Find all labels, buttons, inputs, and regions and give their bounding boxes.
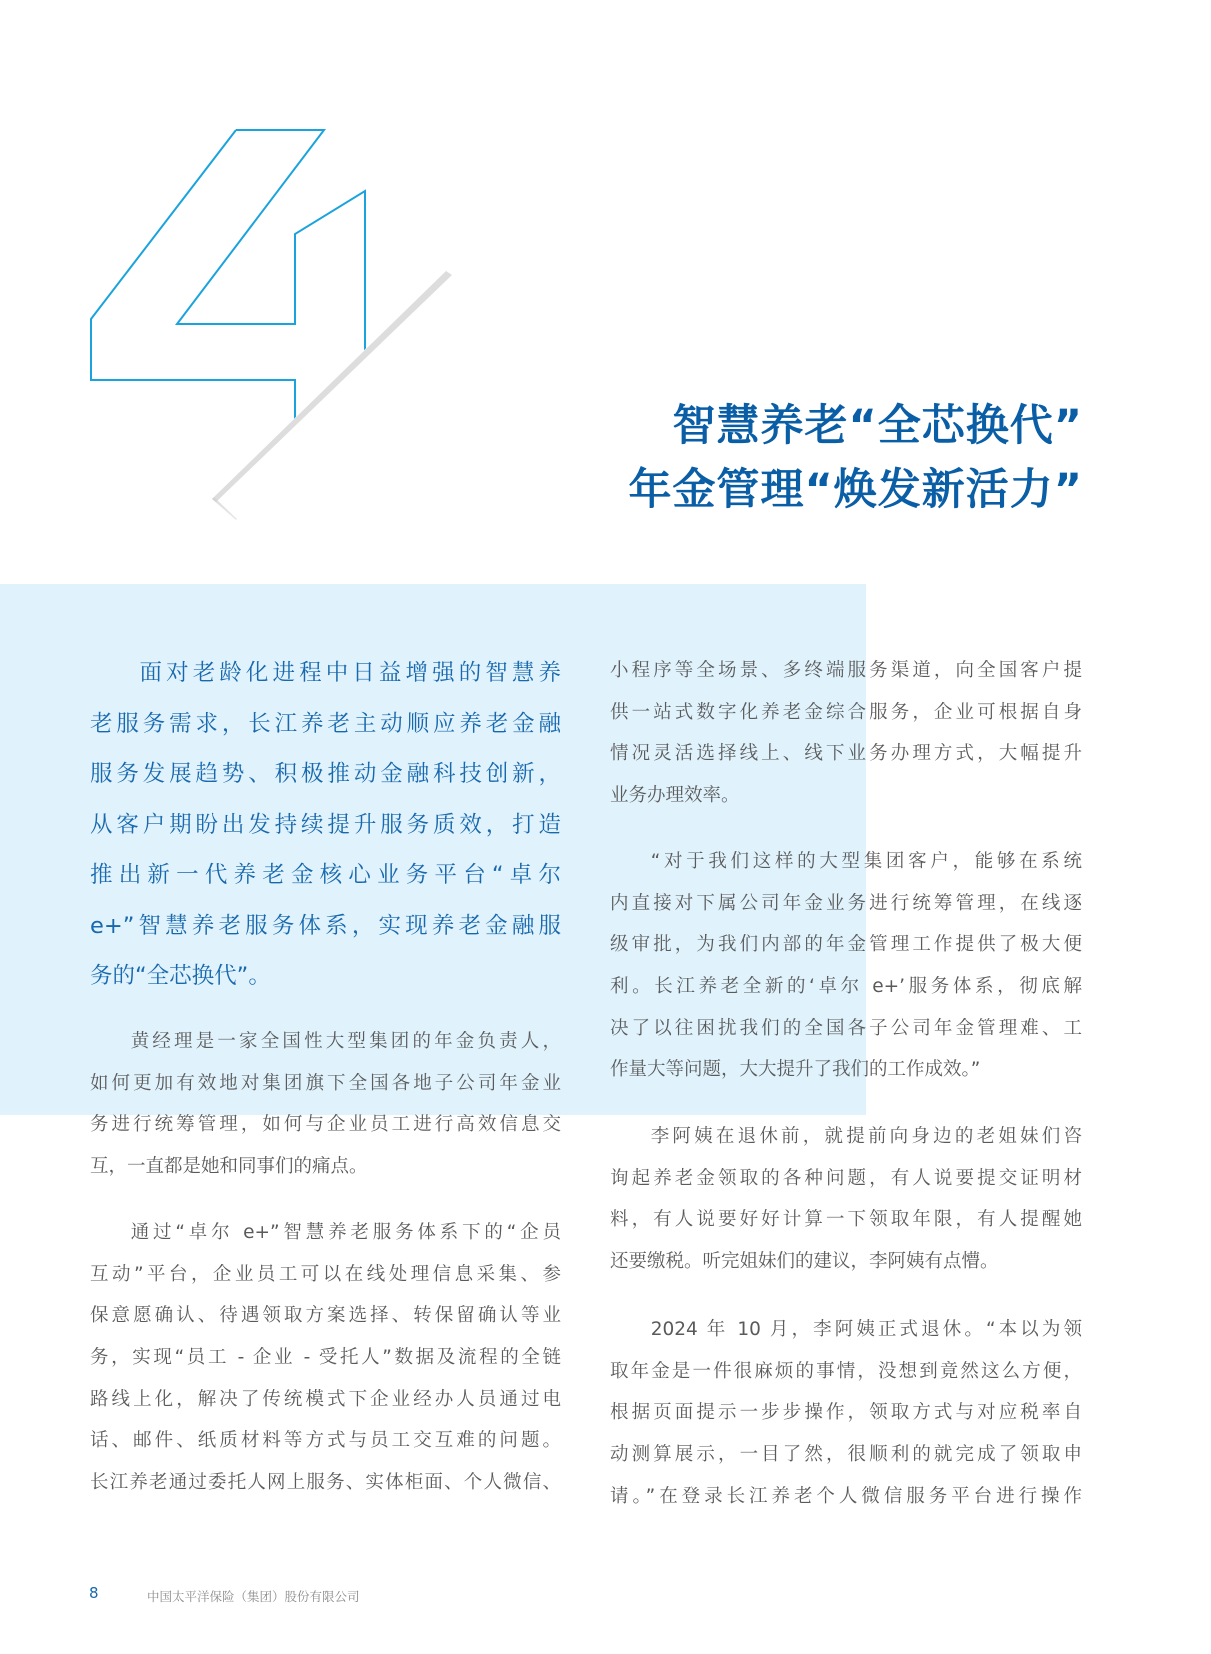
text-line: 料，有人说要好好计算一下领取年限，有人提醒她 [610, 1209, 1082, 1231]
text-line: 黄经理是一家全国性大型集团的年金负责人， [130, 1031, 561, 1052]
text-line: 老服务需求，长江养老主动顺应养老金融 [90, 710, 561, 737]
text-line: 服务发展趋势、积极推动金融科技创新， [90, 761, 561, 787]
text-line: 话、邮件、纸质材料等方式与员工交互难的问题。 [90, 1430, 561, 1452]
text-line: e+”智慧养老服务体系，实现养老金融服 [90, 912, 561, 939]
text-line: 路线上化，解决了传统模式下企业经办人员通过电 [90, 1388, 561, 1410]
footer-company-name: 中国太平洋保险（集团）股份有限公司 [147, 1589, 360, 1604]
text-line: 动测算展示，一目了然，很顺利的就完成了领取申 [610, 1444, 1082, 1466]
text-line: 作量大等问题，大大提升了我们的工作成效。” [610, 1059, 981, 1081]
text-line: 保意愿确认、待遇领取方案选择、转保留确认等业 [90, 1305, 561, 1327]
quote-paragraph [610, 841, 1082, 1091]
text-line: 如何更加有效地对集团旗下全国各地子公司年金业 [90, 1072, 561, 1094]
text-line: 供一站式数字化养老金综合服务，企业可根据自身 [610, 701, 1082, 723]
text-line: 询起养老金领取的各种问题，有人说要提交证明材 [610, 1167, 1082, 1189]
text-line: 还要缴税。听完姐妹们的建议，李阿姨有点懵。 [610, 1251, 999, 1273]
text-line: 请。”在登录长江养老个人微信服务平台进行操作 [610, 1485, 1082, 1507]
text-line: 内直接对下属公司年金业务进行统筹管理，在线逐 [610, 892, 1082, 914]
text-line: 级审批，为我们内部的年金管理工作提供了极大便 [610, 934, 1082, 956]
text-line: 取年金是一件很麻烦的事情，没想到竟然这么方便， [610, 1360, 1082, 1382]
text-line: 情况灵活选择线上、线下业务办理方式，大幅提升 [610, 743, 1082, 765]
text-line: 业务办理效率。 [610, 785, 740, 807]
text-line: 推出新一代养老金核心业务平台“卓尔 [90, 862, 561, 888]
diagonal-mask [214, 268, 520, 520]
text-line: 互，一直都是她和同事们的痛点。 [90, 1156, 368, 1178]
body-paragraph [90, 1212, 561, 1504]
chapter-number-4-graphic [0, 0, 520, 520]
text-line: 互动”平台，企业员工可以在线处理信息采集、参 [90, 1263, 561, 1285]
number-4-outline [91, 130, 365, 430]
text-line: 利。长江养老全新的‘卓尔 e+’服务体系，彻底解 [610, 976, 1082, 998]
text-line: 从客户期盼出发持续提升服务质效，打造 [90, 811, 561, 838]
text-line: 小程序等全场景、多终端服务渠道，向全国客户提 [610, 660, 1082, 681]
text-line: 2024 年 10 月，李阿姨正式退休。“本以为领 [650, 1319, 1082, 1340]
text-line: 通过“卓尔 e+”智慧养老服务体系下的“企员 [130, 1222, 561, 1243]
text-line: “对于我们这样的大型集团客户，能够在系统 [650, 851, 1082, 872]
text-line: 务的“全芯换代”。 [90, 963, 271, 989]
text-line: 务进行统筹管理，如何与企业员工进行高效信息交 [90, 1114, 561, 1136]
lead-paragraph [90, 648, 561, 1002]
text-line: 根据页面提示一步步操作，领取方式与对应税率自 [610, 1402, 1082, 1424]
title-line-1: 智慧养老“全芯换代” [672, 401, 1083, 451]
text-line: 面对老龄化进程中日益增强的智慧养 [139, 660, 561, 686]
body-paragraph [610, 1116, 1082, 1283]
text-line: 李阿姨在退休前，就提前向身边的老姐妹们咨 [650, 1126, 1082, 1147]
title-line-2: 年金管理“焕发新活力” [628, 465, 1083, 515]
page-number: 8 [89, 1584, 99, 1602]
text-line: 务，实现“员工 - 企业 - 受托人”数据及流程的全链 [90, 1347, 561, 1369]
text-line: 决了以往困扰我们的全国各子公司年金管理难、工 [610, 1017, 1082, 1039]
body-paragraph [90, 1021, 561, 1188]
text-line: 长江养老通过委托人网上服务、实体柜面、个人微信、 [90, 1472, 561, 1494]
body-paragraph [610, 1309, 1082, 1517]
body-paragraph [610, 650, 1082, 817]
